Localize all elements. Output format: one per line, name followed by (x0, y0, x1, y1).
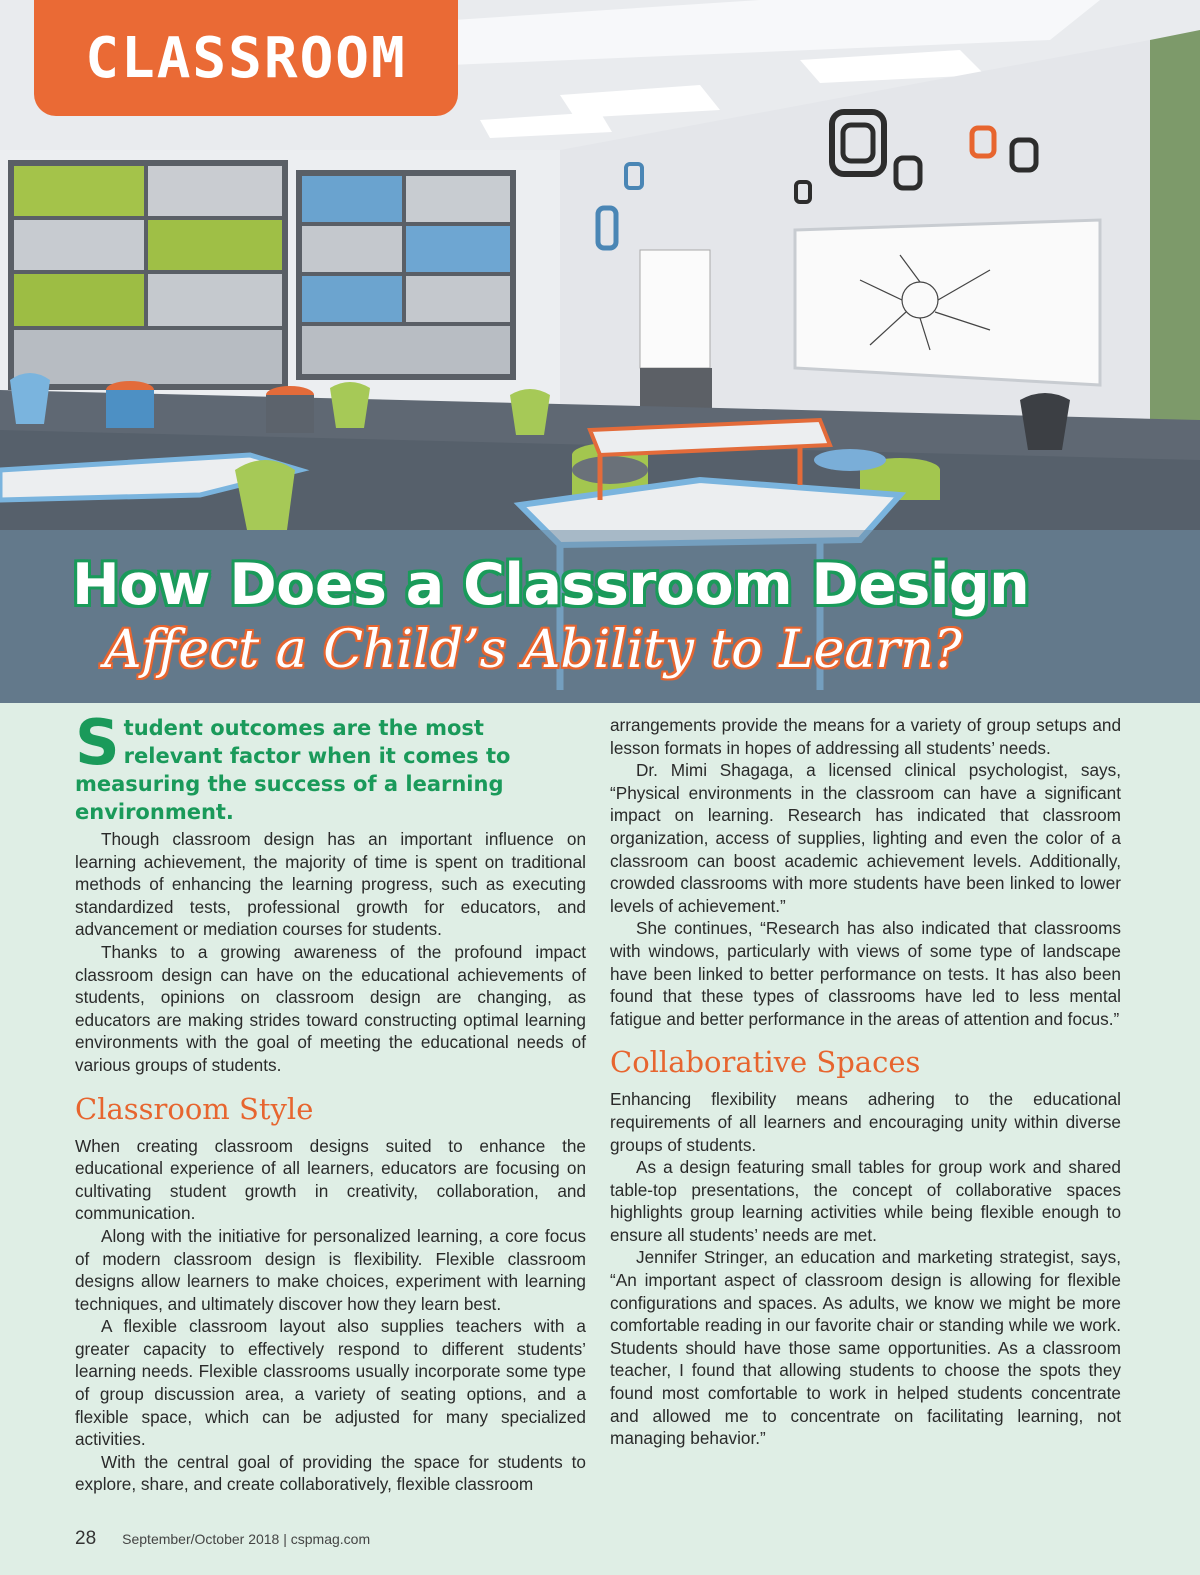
body-paragraph: Jennifer Stringer, an education and marketing strategist, says, “An important aspect of classroom design is allowing for flexible configurations and spaces. As adults, we know we might be more comfortable reading in our favorite chair or standing while we work. Students should have those same opportunities. As a classroom teacher, I found that allowing students to choose the spots they found most comfortable to work in helped students concentrate and allowed me to concentrate on facilitating learning, not managing behavior.” (610, 1247, 1121, 1449)
page-number: 28 (75, 1528, 97, 1549)
lead-paragraph (75, 706, 586, 826)
page-footer (75, 1528, 370, 1550)
body-paragraph: Enhancing flexibility means adhering to the educational requirements of all learners and encouraging unity within diverse groups of students. (610, 1089, 1121, 1155)
right-column (610, 714, 1121, 1450)
body-paragraph: When creating classroom designs suited to enhance the educational experience of all learners, educators are focusing on cultivating student growth in creativity, collaboration, and communication. (75, 1135, 586, 1224)
body-paragraph: Thanks to a growing awareness of the profound impact classroom design can have on the educational achievements of students, opinions on classroom design are changing, as educators are making strides toward constructing optimal learning environments with the goal of meeting the educational needs of various groups of students. (75, 941, 586, 1075)
body-paragraph: arrangements provide the means for a variety of group setups and lesson formats in hopes of addressing all students’ needs. (610, 715, 1121, 758)
title-line-2: Affect a Child’s Ability to Learn? (104, 620, 962, 680)
body-paragraph: As a design featuring small tables for group work and shared table-top presentations, the concept of collaborative spaces highlights group learning activities while being flexible enough to ensure all students’ needs are met. (610, 1157, 1121, 1245)
section-kicker (34, 0, 458, 116)
section-heading-collaborative-spaces: Collaborative Spaces (610, 1045, 921, 1080)
lead-text: tudent outcomes are the most relevant factor when it comes to measuring the success of a learning environment. (75, 716, 511, 824)
title-line-1: How Does a Classroom Design (72, 552, 1030, 618)
drop-cap: S (75, 706, 120, 779)
issue-info: September/October 2018 | cspmag.com (122, 1531, 371, 1547)
kicker-label: CLASSROOM (85, 25, 407, 91)
hero-image (0, 0, 1200, 703)
body-paragraph: With the central goal of providing the space for students to explore, share, and create collaboratively, flexible classroom (75, 1451, 586, 1495)
body-paragraph: Though classroom design has an important influence on learning achievement, the majority of time is spent on traditional methods of enhancing the learning progress, such as executing standardized tests, professional growth for educators, and advancement or mediation courses for students. (75, 829, 586, 940)
body-paragraph: A flexible classroom layout also supplies teachers with a greater capacity to effectively respond to different students’ learning needs. Flexible classrooms usually incorporate some type of group discussion area, a variety of seating options, and a flexible space, which can be adjusted for many specialized activities. (75, 1316, 586, 1450)
left-column (75, 706, 586, 1496)
body-paragraph: She continues, “Research has also indicated that classrooms with windows, particularly with views of some type of landscape have been linked to better performance on tests. It has also been found that these types of classrooms have led to less mental fatigue and better performance in the areas of attention and focus.” (610, 918, 1121, 1029)
body-paragraph: Dr. Mimi Shagaga, a licensed clinical psychologist, says, “Physical environments in the classroom can have a significant impact on learning. Research has indicated that classroom organization, access of supplies, lighting and even the color of a classroom can boost academic achievement levels. Additionally, crowded classrooms with more students have been linked to lower levels of achievement.” (610, 760, 1121, 916)
body-paragraph: Along with the initiative for personalized learning, a core focus of modern classroom design is flexibility. Flexible classroom designs allow learners to make choices, experiment with learning techniques, and ultimately discover how they learn best. (75, 1225, 586, 1314)
section-heading-classroom-style: Classroom Style (75, 1091, 314, 1126)
article-title (72, 552, 1172, 680)
